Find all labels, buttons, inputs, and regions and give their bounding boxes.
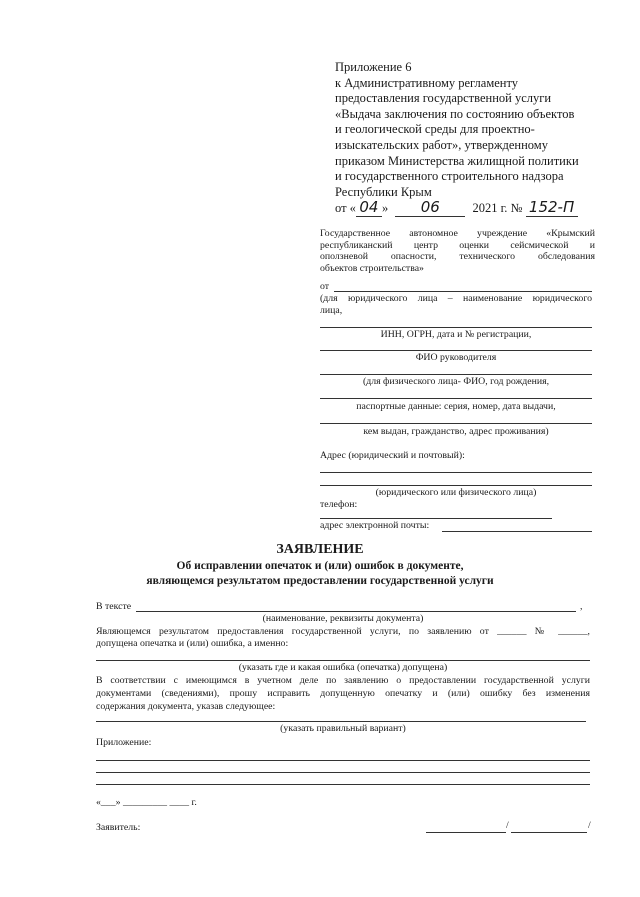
date-month-handwritten: 06: [395, 198, 465, 217]
from-underline: [334, 291, 592, 292]
addressee-line: оползневой опасности, технического обследования: [320, 251, 595, 263]
slash-1: /: [506, 820, 509, 831]
addressee-line: республиканский центр оценки сейсмической и: [320, 239, 595, 251]
appendix-line: к Административному регламенту: [335, 75, 519, 90]
request-line-2: документами (сведениями), прошу исправить допущенную опечатку и (или) ошибку без изменения: [96, 688, 590, 699]
addressee-line: Государственное автономное учреждение «Крымский: [320, 228, 595, 239]
blank-line: [320, 350, 592, 351]
date-close: »: [381, 201, 389, 215]
request-line-3: содержания документа, указав следующее:: [96, 701, 276, 712]
email-underline: [442, 531, 592, 532]
appendix-line: и геологической среды для проектно-: [335, 122, 535, 137]
person-hint: (для физического лица- ФИО, год рождения,: [362, 376, 550, 387]
slash-2: /: [588, 820, 591, 831]
statement-subtitle-2: являющемся результатом предоставлении государственной услуги: [146, 575, 494, 587]
where-hint: (указать где и какая ошибка (опечатка) допущена): [238, 662, 448, 673]
blank-line: [320, 398, 592, 399]
date-day-handwritten: 04: [356, 198, 382, 217]
date-year: 2021 г. №: [472, 201, 523, 215]
comma: ,: [580, 601, 583, 612]
order-number-handwritten: 152-П: [526, 198, 578, 217]
address-label: Адрес (юридический и почтовый):: [320, 450, 465, 461]
from-label: от: [320, 281, 330, 292]
document-underline: [136, 611, 576, 612]
order-date-line: [335, 198, 578, 217]
addressee-block: [320, 228, 595, 274]
date-line: «___» _________ ____ г.: [96, 797, 197, 808]
result-line: Являющемся результатом предоставления государственной услуги, по заявлению от ______ № ______,: [96, 626, 590, 637]
blank-line: [320, 327, 592, 328]
phone-label: телефон:: [320, 499, 358, 510]
legal-hint-1: (для юридического лица – наименование юридического: [320, 293, 592, 304]
blank-line: [96, 660, 590, 661]
blank-line: [320, 472, 592, 473]
blank-line: [320, 374, 592, 375]
appendix-header: [335, 60, 600, 200]
addressee-line: объектов строительства»: [320, 262, 424, 274]
legal-hint-2: лица,: [320, 305, 343, 316]
statement-title: ЗАЯВЛЕНИЕ: [276, 542, 364, 557]
appendix-line: изыскательских работ», утвержденному: [335, 137, 548, 152]
blank-line: [96, 772, 590, 773]
typo-line: допущена опечатка и (или) ошибка, а именно:: [96, 638, 289, 649]
appendix-line: Приложение 6: [335, 60, 412, 74]
blank-line: [96, 721, 586, 722]
director-hint: ФИО руководителя: [415, 352, 497, 363]
phone-underline: [320, 518, 552, 519]
name-underline: [511, 832, 587, 833]
appendix-line: Республики Крым: [335, 184, 432, 199]
signature-underline: [426, 832, 506, 833]
request-line-1: В соответствии с имеющимся в учетном деле по заявлению о предоставлении государственной услуги: [96, 675, 590, 686]
in-text-label: В тексте: [96, 601, 132, 612]
blank-line: [96, 760, 590, 761]
appendix-line: приказом Министерства жилищной политики: [335, 153, 579, 168]
appendix-line: и государственного строительного надзора: [335, 169, 564, 184]
statement-subtitle-1: Об исправлении опечаток и (или) ошибок в документе,: [176, 560, 464, 572]
issued-hint: кем выдан, гражданство, адрес проживания): [363, 426, 549, 437]
blank-line: [96, 784, 590, 785]
inn-hint: ИНН, ОГРН, дата и № регистрации,: [380, 329, 532, 340]
applicant-label: Заявитель:: [96, 822, 141, 833]
blank-line: [320, 485, 592, 486]
attachment-label: Приложение:: [96, 737, 152, 748]
date-prefix: от «: [335, 201, 356, 215]
appendix-line: предоставления государственной услуги: [335, 91, 552, 106]
blank-line: [320, 423, 592, 424]
appendix-line: «Выдача заключения по состоянию объектов: [335, 106, 575, 121]
email-label: адрес электронной почты:: [320, 520, 430, 531]
doc-hint: (наименование, реквизиты документа): [262, 613, 424, 624]
passport-hint: паспортные данные: серия, номер, дата выдачи,: [356, 401, 556, 412]
address-hint: (юридического или физического лица): [375, 487, 537, 498]
correct-hint: (указать правильный вариант): [280, 723, 406, 734]
